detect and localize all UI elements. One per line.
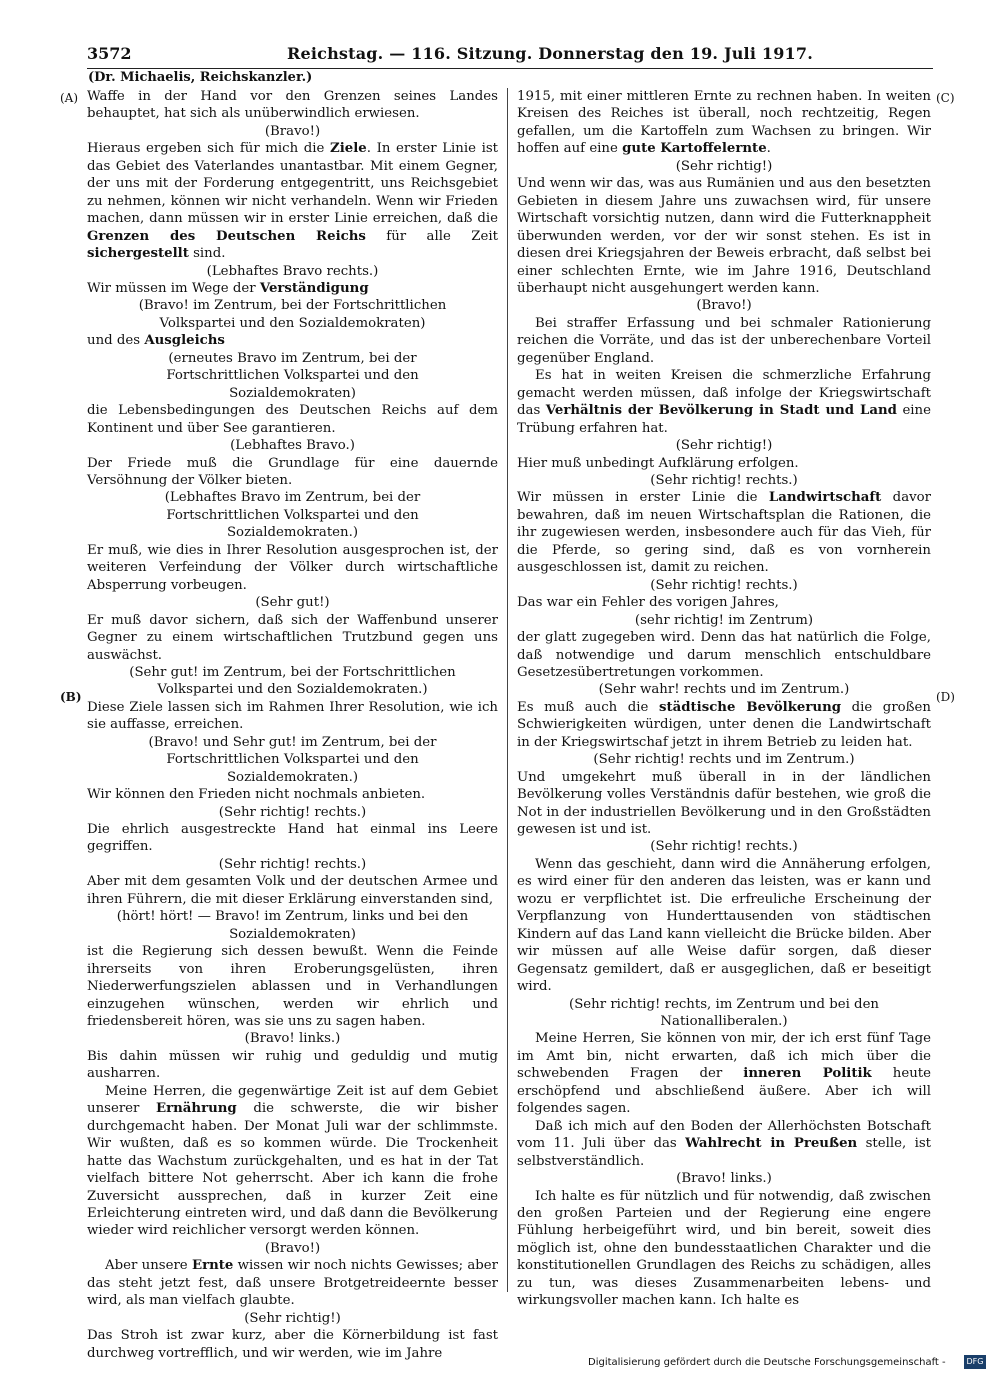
interjection: (Sehr richtig! rechts.): [650, 839, 798, 855]
paragraph: Meine Herren, die gegenwärtige Zeit ist auf dem Gebiet unserer Ernährung die schwerste, die wir bisher durchgemacht haben. Der Monat Juli war der schlimmste. Wir wußten, daß es so kommen würde. Die Trockenheit hatte das Wachstum zurückgehalten, und es hat in der Tat vielfach bittere Not geherrscht. Aber ich kann die frohe Zuversicht aussprechen, daß in kurzer Zeit eine Erleichterung eintreten wird, und daß dann die Bevölkerung wieder wird reichlicher versorgt werden können.: [87, 1083, 498, 1239]
margin-marker-c: (C): [936, 91, 955, 105]
interjection: (Sehr richtig! rechts und im Zentrum.): [593, 752, 855, 768]
paragraph: und des Ausgleichs: [87, 333, 225, 349]
margin-marker-d: (D): [936, 690, 955, 704]
paragraph: Wenn das geschieht, dann wird die Annäherung erfolgen, es wird einer für den anderen das leisten, was er kann und wozu er verpflichtet ist. Die erfreuliche Erscheinung der Verpflanzung von Hunderttausenden von städtischen Kindern auf das Land kann vielleicht die Brücke bilden. Aber wir müssen auf alle Weise dafür sorgen, daß dieser Gegensatz gemildert, daß er ausgeglichen, daß er beseitigt wird.: [517, 856, 931, 995]
interjection: (Sehr richtig! rechts.): [650, 472, 798, 488]
paragraph: 1915, mit einer mittleren Ernte zu rechnen haben. In weiten Kreisen des Reiches ist überall, noch rechtzeitig, Regen gefallen, um die Kartoffeln zum Wachsen zu bringen. Wir hoffen auf eine gute Kartoffelernte.: [517, 89, 931, 157]
interjection: (erneutes Bravo im Zentrum, bei der Fortschrittlichen Volkspartei und den Sozialdemokraten): [166, 350, 419, 401]
interjection: (Bravo!): [696, 298, 752, 314]
interjection: (Sehr richtig! rechts.): [650, 577, 798, 593]
footer-credit: Digitalisierung gefördert durch die Deutsche Forschungsgemeinschaft -: [588, 1357, 946, 1368]
paragraph: Das Stroh ist zwar kurz, aber die Körnerbildung ist fast durchweg vortrefflich, und wir werden, wie im Jahre: [87, 1328, 498, 1361]
speaker-label: (Dr. Michaelis, Reichskanzler.): [88, 70, 313, 85]
paragraph: Diese Ziele lassen sich im Rahmen Ihrer Resolution, wie ich sie auffasse, erreichen.: [87, 699, 498, 733]
header-rule: [87, 68, 933, 69]
paragraph: Und umgekehrt muß überall in in der ländlichen Bevölkerung volles Verständnis dafür bestehen, wie groß die Not in der industriellen Bevölkerung und in den Großstädten gewesen ist und ist.: [517, 769, 931, 838]
paragraph: Der Friede muß die Grundlage für eine dauernde Versöhnung der Völker bieten.: [87, 455, 498, 488]
interjection: (Sehr richtig!): [244, 1310, 341, 1326]
paragraph: die Lebensbedingungen des Deutschen Reichs auf dem Kontinent und über See garantieren.: [87, 403, 498, 436]
paragraph: Es hat in weiten Kreisen die schmerzliche Erfahrung gemacht werden müssen, daß infolge der Kriegswirtschaft das Verhältnis der Bevölkerung in Stadt und Land eine Trübung erfahren hat.: [517, 368, 931, 436]
margin-marker-a: (A): [60, 91, 79, 105]
interjection: (Sehr gut!): [255, 595, 330, 611]
header-title: Reichstag. — 116. Sitzung. Donnerstag den 19. Juli 1917.: [287, 44, 813, 63]
column-divider: [507, 88, 508, 1292]
page-header: [87, 44, 933, 66]
paragraph: Ich halte es für nützlich und für notwendig, daß zwischen den großen Parteien und der Regierung eine engere Fühlung herbeigeführt wird, und bin bereit, soweit dies möglich ist, ohne den bundesstaatlichen Charakter und die konstitutionellen Grundlagen des Reichs zu schädigen, alles zu tun, was dieses Zusammenarbeiten lebens- und wirkungsvoller machen kann. Ich halte es: [517, 1188, 931, 1309]
interjection: (Sehr richtig! rechts, im Zentrum und bei den Nationalliberalen.): [569, 996, 879, 1030]
paragraph: Hier muß unbedingt Aufklärung erfolgen.: [517, 455, 799, 471]
page-number: 3572: [87, 44, 132, 63]
paragraph: Das war ein Fehler des vorigen Jahres,: [517, 595, 779, 611]
paragraph: der glatt zugegeben wird. Denn das hat natürlich die Folge, daß notwendige und darum menschlich entschuldbare Gesetzesübertretungen vorkommen.: [517, 630, 931, 680]
paragraph: Wir müssen in erster Linie die Landwirtschaft davor bewahren, daß im neuen Wirtschaftsplan die Rationen, die ihr zugewiesen werden, insbesondere auch für das Vieh, für die Pferde, so gering sind, daß es von vornherein ausgeschlossen ist, damit zu reichen.: [517, 490, 931, 576]
interjection: (Lebhaftes Bravo im Zentrum, bei der Fortschrittlichen Volkspartei und den Sozialdemokraten.): [164, 490, 421, 541]
paragraph: Meine Herren, Sie können von mir, der ich erst fünf Tage im Amt bin, nicht erwarten, daß ich mich über die schwebenden Fragen der inneren Politik heute erschöpfend und abschließend äußere. Aber ich will folgendes sagen.: [517, 1031, 931, 1117]
interjection: (Bravo!): [264, 123, 321, 139]
paragraph: Aber mit dem gesamten Volk und der deutschen Armee und ihren Führern, die mit dieser Erklärung einverstanden sind,: [87, 874, 498, 907]
interjection: (sehr richtig! im Zentrum): [634, 612, 814, 628]
interjection: (Bravo!): [264, 1240, 321, 1256]
paragraph: Wir können den Frieden nicht nochmals anbieten.: [87, 787, 426, 803]
left-column: [87, 88, 498, 1362]
interjection: (Sehr wahr! rechts und im Zentrum.): [598, 682, 850, 698]
paragraph: ist die Regierung sich dessen bewußt. Wenn die Feinde ihrerseits von ihren Eroberungsgelüsten, ihren Niederwerfungszielen ablassen und in Verhandlungen einzugehen wünschen, werden wir ehrlich und friedensbereit hören, was sie uns zu sagen haben.: [87, 944, 498, 1030]
margin-marker-b: (B): [60, 690, 82, 704]
paragraph: Waffe in der Hand vor den Grenzen seines Landes behauptet, hat sich als unüberwindlich erwiesen.: [87, 89, 498, 122]
paragraph: Er muß davor sichern, daß sich der Waffenbund unserer Gegner zu einem wirtschaftlichen Trutzbund gegen uns auswächst.: [87, 612, 498, 663]
paragraph: Aber unsere Ernte wissen wir noch nichts Gewisses; aber das steht jetzt fest, daß unsere Brotgetreideernte besser wird, als man vielfach glaubte.: [87, 1258, 499, 1309]
paragraph: Hieraus ergeben sich für mich die Ziele. In erster Linie ist das Gebiet des Vaterlandes unantastbar. Mit einem Gegner, der uns mit der Forderung entgegentritt, uns Reichsgebiet zu nehmen, können wir nicht verhandeln. Wenn wir Frieden machen, dann müssen wir in erster Linie erreichen, daß die Grenzen des Deutschen Reichs für alle Zeit sichergestellt sind.: [87, 141, 498, 262]
interjection: (Bravo! links.): [244, 1031, 341, 1047]
interjection: (Bravo! im Zentrum, bei der Fortschrittlichen Volkspartei und den Sozialdemokraten): [138, 298, 447, 331]
paragraph: Es muß auch die städtische Bevölkerung die großen Schwierigkeiten würdigen, unter denen die Landwirtschaft in der Kriegswirtschaf jetzt in ihrem Betrieb zu leiden hat.: [517, 699, 931, 750]
paragraph: Bei straffer Erfassung und bei schmaler Rationierung reichen die Vorräte, und das ist der unberechenbare Vorteil gegenüber England.: [517, 315, 931, 366]
interjection: (Sehr richtig!): [675, 158, 773, 174]
paragraph: Die ehrlich ausgestreckte Hand hat einmal ins Leere gegriffen.: [87, 822, 498, 855]
interjection: (Bravo! und Sehr gut! im Zentrum, bei der Fortschrittlichen Volkspartei und den Sozialdemokraten.): [148, 734, 437, 785]
interjection: (Sehr gut! im Zentrum, bei der Fortschrittlichen Volkspartei und den Sozialdemokraten.): [129, 664, 456, 698]
paragraph: Und wenn wir das, was aus Rumänien und aus den besetzten Gebieten in diesem Jahre uns zuwachsen wird, für unsere Wirtschaft vorsichtig nutzen, dann wird die Futterknappheit überwunden werden, vor der wir sonst stehen. Es ist in diesen drei Kriegsjahren der Beweis erbracht, daß selbst bei einer schlechten Ernte, wie im Jahre 1916, Deutschland überhaupt nicht ausgehungert werden kann.: [517, 176, 931, 296]
interjection: (hört! hört! — Bravo! im Zentrum, links und bei den Sozialdemokraten): [116, 909, 469, 942]
interjection: (Sehr richtig! rechts.): [218, 856, 367, 872]
right-column: [517, 88, 931, 1310]
paragraph: Er muß, wie dies in Ihrer Resolution ausgesprochen ist, der weiteren Verfeindung der Völker durch wirtschaftliche Absperrung vorbeugen.: [87, 542, 498, 593]
dfg-logo: DFG: [964, 1355, 986, 1369]
interjection: (Lebhaftes Bravo.): [230, 438, 355, 454]
interjection: (Sehr richtig! rechts.): [218, 804, 367, 820]
interjection: (Sehr richtig!): [675, 438, 773, 454]
paragraph: Wir müssen im Wege der Verständigung: [87, 280, 369, 296]
interjection: (Bravo! links.): [676, 1171, 772, 1187]
paragraph: Bis dahin müssen wir ruhig und geduldig und mutig ausharren.: [87, 1048, 498, 1082]
interjection: (Lebhaftes Bravo rechts.): [206, 263, 379, 279]
paragraph: Daß ich mich auf den Boden der Allerhöchsten Botschaft vom 11. Juli über das Wahlrecht in Preußen stelle, ist selbstverständlich.: [517, 1118, 931, 1169]
